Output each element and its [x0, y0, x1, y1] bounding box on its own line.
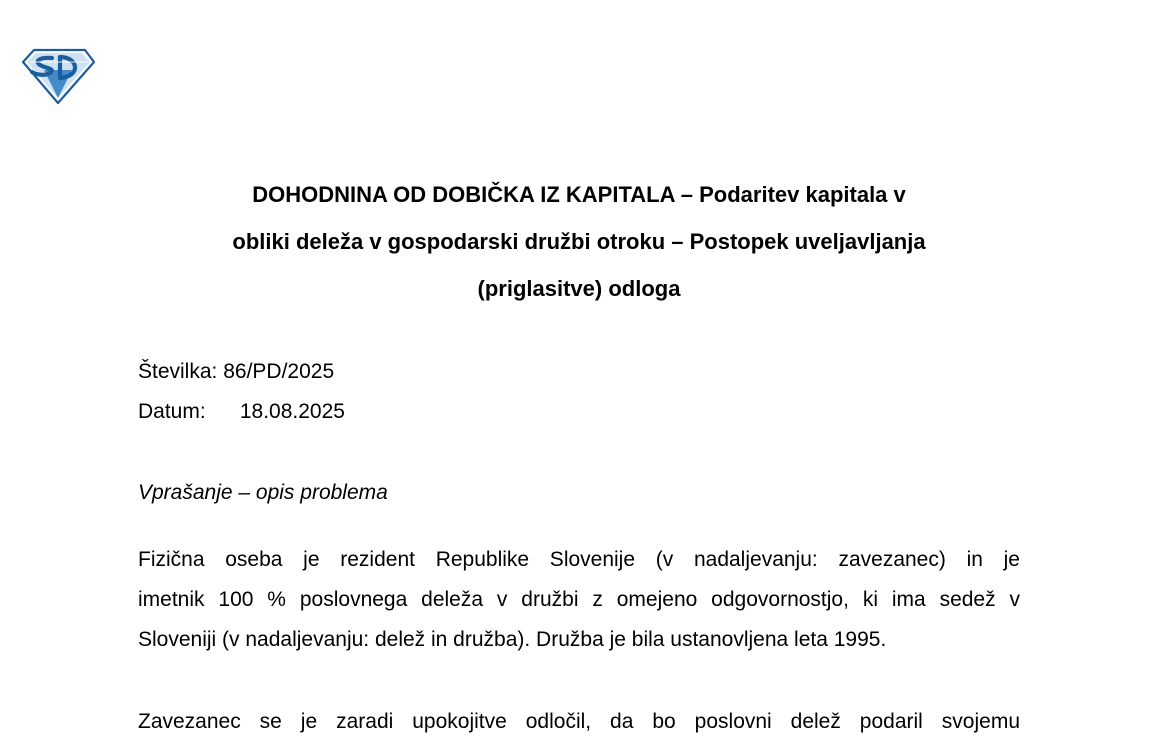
document-number	[138, 360, 334, 384]
furs-logo-icon	[22, 48, 95, 104]
date-value: 18.08.2025	[239, 400, 345, 423]
title-line: obliki deleža v gospodarski družbi otroku – Postopek uveljavljanja	[232, 229, 926, 254]
title-line: DOHODNINA OD DOBIČKA IZ KAPITALA – Podaritev kapitala v	[252, 182, 906, 207]
paragraph-line: imetnik 100 % poslovnega deleža v družbi z omejeno odgovornostjo, ki ima sedež v	[138, 588, 1020, 611]
number-value: 86/PD/2025	[223, 360, 335, 383]
paragraph-line: Fizična oseba je rezident Republike Slovenije (v nadaljevanju: zavezanec) in je	[138, 548, 1020, 571]
paragraph-2	[138, 702, 1020, 742]
paragraph-line: Zavezanec se je zaradi upokojitve odločil, da bo poslovni delež podaril svojemu	[138, 710, 1020, 733]
paragraph-line: Sloveniji (v nadaljevanju: delež in družba). Družba je bila ustanovljena leta 1995.	[138, 628, 887, 651]
document-date	[138, 400, 345, 424]
date-label: Datum:	[138, 400, 206, 423]
document-title	[138, 171, 1020, 312]
title-line: (priglasitve) odloga	[477, 276, 681, 301]
paragraph-1	[138, 540, 1020, 660]
number-label: Številka:	[138, 360, 218, 383]
section-heading: Vprašanje – opis problema	[138, 481, 388, 504]
